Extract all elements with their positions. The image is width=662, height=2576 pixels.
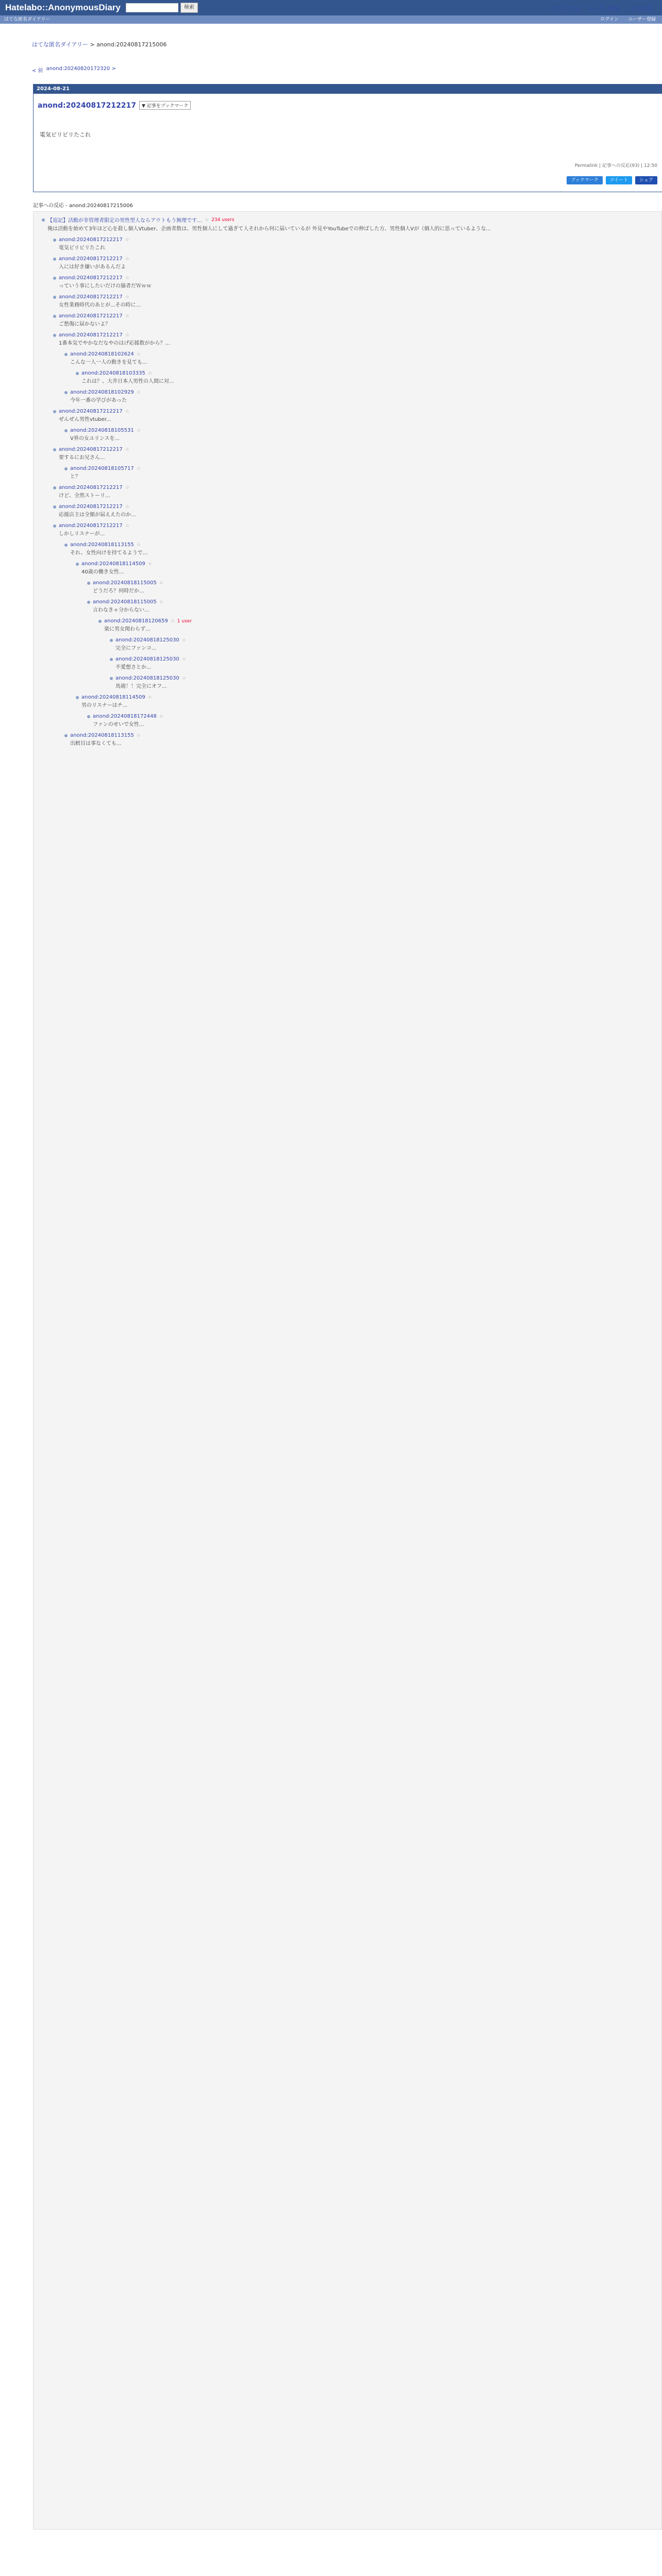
reply-header xyxy=(64,542,651,548)
bullet-icon xyxy=(53,239,56,242)
star-icon[interactable]: ☆ xyxy=(136,351,141,357)
bullet-icon xyxy=(110,658,113,661)
reply-body: V界の女ユリンスを... xyxy=(70,436,120,442)
kids-link[interactable]: こども用語 xyxy=(626,6,652,12)
star-icon[interactable]: ☆ xyxy=(125,409,129,414)
reply-header xyxy=(53,409,651,414)
reply-header xyxy=(76,694,651,700)
bullet-icon xyxy=(76,372,79,375)
reply-body: どうだろ？何時だか... xyxy=(93,588,144,594)
reply-header xyxy=(87,714,651,719)
entry-date: 2024-08-21 xyxy=(34,84,662,94)
reply-header xyxy=(76,370,651,376)
star-icon[interactable]: ☆ xyxy=(125,447,129,452)
reply-header xyxy=(53,237,651,243)
reply-item xyxy=(53,294,651,309)
bullet-icon xyxy=(87,582,90,585)
reply-link[interactable]: anond:20240818113155 xyxy=(70,733,134,738)
star-icon[interactable]: ☆ xyxy=(125,523,129,529)
reply-header xyxy=(53,332,651,338)
star-icon[interactable]: ☆ xyxy=(159,580,163,586)
bullet-icon xyxy=(64,544,68,547)
top-links xyxy=(550,4,652,12)
reply-body: 入には好き嫌いがあるんだよ xyxy=(59,264,126,270)
reply-link[interactable]: 【追記】活動が非管理者限定の男性型人ならアウトもう無理です… xyxy=(47,218,202,224)
reply-item xyxy=(64,733,651,748)
star-icon[interactable]: ☆ xyxy=(136,428,141,433)
reply-link[interactable]: anond:20240818105717 xyxy=(70,466,134,471)
star-icon[interactable]: ☆ xyxy=(170,618,175,624)
star-icon[interactable]: ☆ xyxy=(147,694,152,700)
reply-item xyxy=(76,370,651,385)
reply-body: 男のリスナーはチ... xyxy=(81,703,128,708)
star-icon[interactable]: ☆ xyxy=(125,313,129,319)
login-link[interactable]: ログインする xyxy=(550,6,581,12)
star-icon[interactable]: ☆ xyxy=(147,370,152,376)
reply-link[interactable]: anond:20240817212217 xyxy=(59,504,123,510)
reply-item xyxy=(53,523,651,538)
bullet-icon xyxy=(64,429,68,432)
reply-item xyxy=(110,637,651,652)
bullet-icon xyxy=(87,601,90,604)
star-icon[interactable]: ☆ xyxy=(181,656,186,662)
reply-body: これは？、大井日本人男性の人間に対... xyxy=(81,379,174,384)
reply-header xyxy=(76,561,651,567)
prev-link[interactable]: < 前 xyxy=(32,68,43,74)
reply-item xyxy=(53,256,651,271)
reply-item xyxy=(64,389,651,404)
reply-link[interactable]: anond:20240818172448 xyxy=(93,714,157,719)
reply-header xyxy=(98,618,651,624)
reply-item xyxy=(42,216,651,233)
reply-link[interactable]: anond:20240818115005 xyxy=(93,580,157,586)
reply-link[interactable]: anond:20240818113155 xyxy=(70,542,134,548)
reply-header xyxy=(64,733,651,738)
reply-link[interactable]: anond:20240818114509 xyxy=(81,694,145,700)
bullet-icon xyxy=(53,486,56,489)
bullet-icon xyxy=(53,258,56,261)
reply-body: っていう事にしたいだけの猫者だＷｗｗ xyxy=(59,283,152,289)
bullet-icon xyxy=(76,696,79,699)
reply-item xyxy=(53,485,651,500)
reply-header xyxy=(53,275,651,281)
top-bar xyxy=(0,0,662,15)
reply-item xyxy=(87,599,651,614)
reply-body: 出鱈目は事なくても... xyxy=(70,741,122,747)
reply-link[interactable]: anond:20240818115005 xyxy=(93,599,157,605)
reply-link[interactable]: anond:20240817212217 xyxy=(59,447,123,452)
reply-header xyxy=(53,294,651,300)
reply-link[interactable]: anond:20240817212217 xyxy=(59,332,123,338)
breadcrumb-current: anond:20240817215006 xyxy=(96,41,167,48)
star-icon[interactable]: ☆ xyxy=(159,599,163,605)
reply-link[interactable]: anond:20240818105531 xyxy=(70,428,134,433)
reply-body: ファンのせいで女性... xyxy=(93,722,144,727)
reply-item xyxy=(53,313,651,328)
reply-body: ご愁傷に届かないよ？ xyxy=(59,321,110,327)
bullet-icon xyxy=(53,296,56,299)
breadcrumb-root[interactable]: はてな匿名ダイアリー xyxy=(32,41,89,48)
reply-item xyxy=(53,237,651,252)
reply-item xyxy=(76,561,651,576)
reply-body: 今年一番の学びがあった xyxy=(70,398,127,403)
bullet-icon xyxy=(110,677,113,680)
replies-header: 記事への反応 - anond:20240817215006 xyxy=(33,203,133,209)
reply-item xyxy=(64,466,651,481)
entry-title[interactable]: anond:20240817212217 xyxy=(38,101,136,110)
reply-body: 電気ビリビリたこれ xyxy=(59,245,105,251)
sub-bar xyxy=(0,15,662,24)
reply-header xyxy=(110,637,651,643)
bullet-icon xyxy=(64,467,68,470)
reply-item xyxy=(53,447,651,462)
entry-nav xyxy=(32,66,116,74)
star-icon[interactable]: ☆ xyxy=(125,332,129,338)
bullet-icon xyxy=(53,524,56,528)
tweet-button[interactable]: ツイート xyxy=(606,176,633,184)
reply-item xyxy=(110,656,651,671)
reply-body: 不愛想さとか... xyxy=(115,665,152,670)
reply-link[interactable]: anond:20240817212217 xyxy=(59,237,123,243)
reply-link[interactable]: anond:20240817212217 xyxy=(59,313,123,319)
reply-link[interactable]: anond:20240817212217 xyxy=(59,294,123,300)
bullet-icon xyxy=(53,410,56,413)
star-icon[interactable]: ☆ xyxy=(147,561,152,567)
reply-item xyxy=(76,694,651,709)
reply-item xyxy=(64,542,651,557)
reply-header xyxy=(64,351,651,357)
reply-link[interactable]: anond:20240817212217 xyxy=(59,275,123,281)
reply-link[interactable]: anond:20240817212217 xyxy=(59,409,123,414)
star-icon[interactable]: ☆ xyxy=(125,504,129,510)
bullet-icon xyxy=(53,277,56,280)
bookmark-count[interactable]: 1 user xyxy=(177,618,192,624)
bullet-icon xyxy=(53,334,56,337)
reply-item xyxy=(87,580,651,595)
entry-title-row xyxy=(38,101,662,110)
star-icon[interactable]: ☆ xyxy=(136,389,141,395)
reply-link[interactable]: anond:20240817212217 xyxy=(59,485,123,490)
next-link[interactable]: anond:20240820172320 > xyxy=(46,66,116,72)
bullet-icon xyxy=(98,620,102,623)
reply-body: 1番本気でやかなだなやのはげ応援数がから？... xyxy=(59,341,170,346)
reply-body: しかしリスナーが... xyxy=(59,531,105,537)
star-icon[interactable]: ☆ xyxy=(125,237,129,243)
bullet-icon xyxy=(110,639,113,642)
star-icon[interactable]: ☆ xyxy=(181,675,186,681)
reply-link[interactable]: anond:20240818125030 xyxy=(115,656,179,662)
star-icon[interactable]: ☆ xyxy=(136,733,141,738)
reply-body: 楽に男女関わらず... xyxy=(104,626,151,632)
share-button[interactable]: シェア xyxy=(635,176,657,184)
bullet-icon xyxy=(53,315,56,318)
reply-header xyxy=(64,389,651,395)
reply-item xyxy=(53,409,651,423)
star-icon[interactable]: ☆ xyxy=(125,256,129,262)
subbar-title[interactable]: はてな匿名ダイアリー xyxy=(4,17,51,22)
subbar-login[interactable]: ログイン xyxy=(600,17,619,22)
star-icon[interactable]: ☆ xyxy=(181,637,186,643)
star-icon[interactable]: ☆ xyxy=(125,275,129,281)
bookmark-badge[interactable]: ▼ 記事をブックマーク xyxy=(139,101,191,110)
reply-item xyxy=(53,275,651,290)
share-buttons xyxy=(567,176,657,184)
reply-header xyxy=(53,523,651,529)
star-icon[interactable]: ☆ xyxy=(159,714,163,719)
reply-item xyxy=(53,504,651,519)
reply-body: 応援店主は全額が届ええたのか... xyxy=(59,512,136,518)
bullet-icon xyxy=(64,391,68,394)
star-icon[interactable]: ☆ xyxy=(205,217,209,223)
reply-link[interactable]: anond:20240818120659 xyxy=(104,618,168,624)
reply-header xyxy=(53,485,651,490)
entry-meta[interactable]: Permalink | 記事への反応(93) | 12:50 xyxy=(574,163,657,168)
reply-body: こんな一人一人の動きを見ても... xyxy=(70,360,147,365)
bullet-icon xyxy=(64,734,68,737)
reply-link[interactable]: anond:20240818125030 xyxy=(115,637,179,643)
search-input[interactable] xyxy=(126,3,178,12)
star-icon[interactable]: ☆ xyxy=(136,542,141,548)
reply-item xyxy=(64,351,651,366)
reply-link[interactable]: anond:20240817212217 xyxy=(59,523,123,529)
breadcrumb-separator: > xyxy=(88,41,97,48)
reply-body: と？ xyxy=(70,474,80,480)
bullet-icon xyxy=(53,505,56,509)
reply-header xyxy=(87,599,651,605)
reply-header xyxy=(64,466,651,471)
hatena-bookmark-button[interactable]: ブックマーク xyxy=(567,176,602,184)
reply-header xyxy=(110,675,651,681)
bullet-icon xyxy=(53,448,56,451)
search-button[interactable]: 検索 xyxy=(180,3,198,13)
reply-link[interactable]: anond:20240818102624 xyxy=(70,351,134,357)
reply-item xyxy=(87,714,651,728)
reply-tree xyxy=(33,211,662,2530)
reply-header xyxy=(110,656,651,662)
breadcrumb xyxy=(32,40,167,48)
reply-header xyxy=(53,447,651,452)
bullet-icon xyxy=(64,353,68,356)
reply-header xyxy=(42,216,651,224)
reply-item xyxy=(98,618,651,633)
site-logo[interactable]: Hatelabo::AnonymousDiary xyxy=(5,3,121,12)
reply-body: 40歳の働き女性... xyxy=(81,569,124,575)
reply-body: 馬鹿！！完全にオフ... xyxy=(115,684,167,689)
reply-body: けど、全然ストーリ... xyxy=(59,493,110,499)
reply-body: 女性業務時代のあとが...その時に... xyxy=(59,302,141,308)
reply-item xyxy=(64,428,651,443)
bullet-icon xyxy=(87,715,90,718)
star-icon[interactable]: ☆ xyxy=(125,485,129,490)
reply-item xyxy=(53,332,651,347)
reply-item xyxy=(110,675,651,690)
star-icon[interactable]: ☆ xyxy=(125,294,129,300)
reply-header xyxy=(53,504,651,510)
reply-header xyxy=(64,428,651,433)
reply-header xyxy=(53,256,651,262)
reply-header xyxy=(53,313,651,319)
entry-box xyxy=(33,84,662,192)
reply-body: 要するにお兄さん... xyxy=(59,455,105,461)
reply-link[interactable]: anond:20240818103335 xyxy=(81,370,145,376)
reply-body: それ、女性向けを持てるようで... xyxy=(70,550,148,556)
star-icon[interactable]: ☆ xyxy=(136,466,141,471)
reply-body: ぜんぜん男性vtuber... xyxy=(59,417,111,422)
bullet-icon xyxy=(76,563,79,566)
register-link[interactable]: ユーザー登録 xyxy=(588,6,619,12)
reply-body: 俺は活動を始めて3年ほど心を殺し個人Vtuber、企画者数は、男性個人にして過ぎて人それから何に届いているが 外見やYouTubeでの伸ばした方、男性個人Vが（個人的に思っているような... xyxy=(47,226,491,232)
reply-link[interactable]: anond:20240817212217 xyxy=(59,256,123,262)
reply-link[interactable]: anond:20240818114509 xyxy=(81,561,145,567)
reply-body: 完全にファンコ... xyxy=(115,646,157,651)
subbar-register[interactable]: ユーザー登録 xyxy=(627,17,656,22)
reply-link[interactable]: anond:20240818125030 xyxy=(115,675,179,681)
reply-link[interactable]: anond:20240818102929 xyxy=(70,389,134,395)
bookmark-count[interactable]: 234 users xyxy=(211,217,235,223)
reply-body: 言わなきゃ分からない... xyxy=(93,607,150,613)
entry-body: 電気ビリビリたこれ xyxy=(40,131,91,138)
reply-header xyxy=(87,580,651,586)
bullet-icon xyxy=(42,218,45,222)
